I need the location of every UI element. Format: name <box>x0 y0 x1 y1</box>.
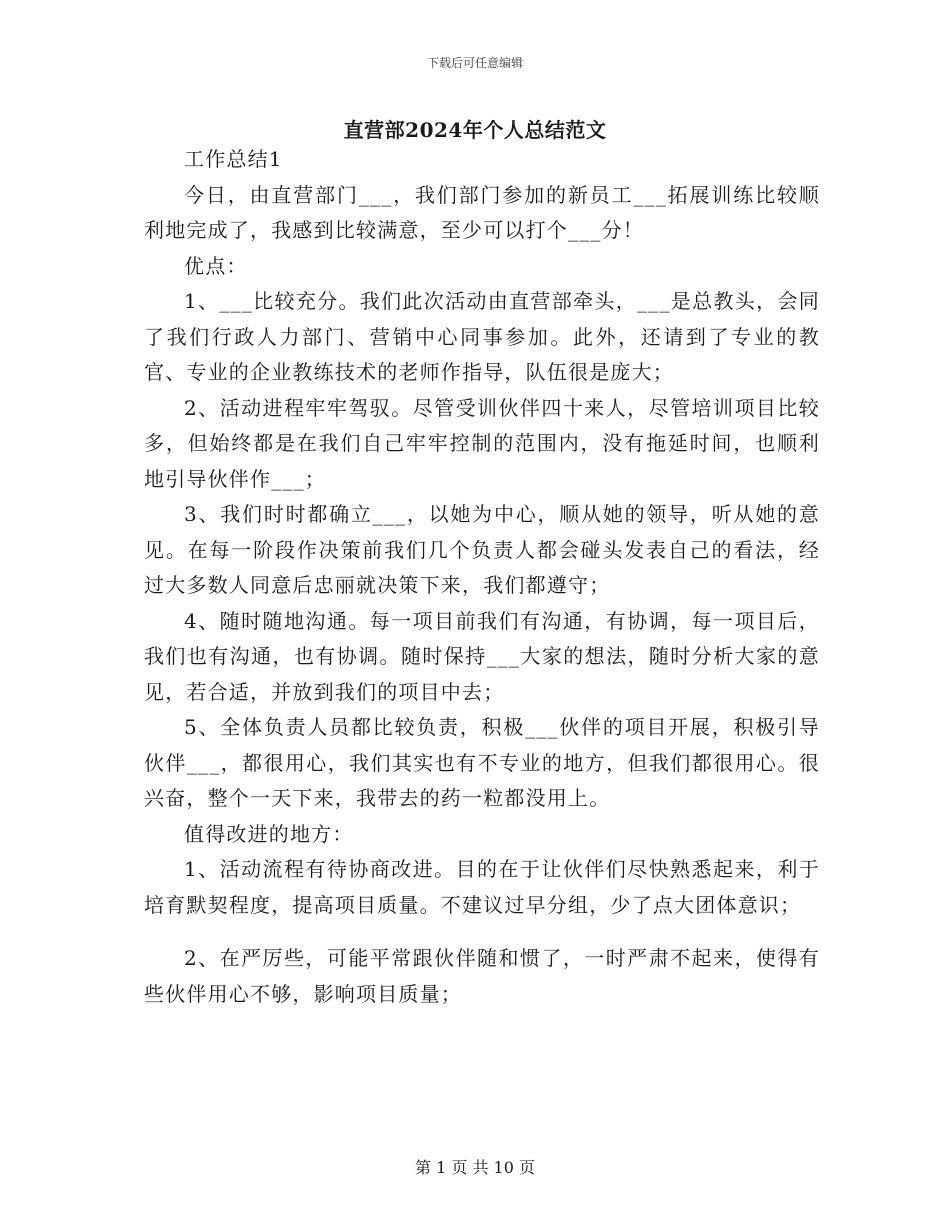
paragraph: 2、活动进程牢牢驾驭。尽管受训伙伴四十来人，尽管培训项目比较多，但始终都是在我们自己牢牢控制的范围内，没有拖延时间，也顺利地引导伙伴作___； <box>144 395 820 491</box>
page-number: 第 1 页 共 10 页 <box>415 1158 535 1177</box>
paragraph: 5、全体负责人员都比较负责，积极___伙伴的项目开展，积极引导伙伴___，都很用心，我们其实也有不专业的地方，但我们都很用心。很兴奋，整个一天下来，我带去的药一粒都没用上。 <box>144 715 820 810</box>
paragraph: 1、___比较充分。我们此次活动由直营部牵头，___是总教头，会同了我们行政人力部门、营销中心同事参加。此外，还请到了专业的教官、专业的企业教练技术的老师作指导，队伍很是庞大； <box>144 289 820 384</box>
paragraph: 4、随时随地沟通。每一项目前我们有沟通，有协调，每一项目后，我们也有沟通，也有协调。随时保持___大家的想法，随时分析大家的意见，若合适，并放到我们的项目中去； <box>144 608 820 704</box>
paragraph: 2、在严厉些，可能平常跟伙伴随和惯了，一时严肃不起来，使得有些伙伴用心不够，影响项目质量； <box>144 946 820 1006</box>
document-body <box>144 142 820 1012</box>
document-title: 直营部2024年个人总结范文 <box>343 118 607 142</box>
subheading-improvements: 值得改进的地方： <box>184 821 354 846</box>
subheading-advantages: 优点： <box>184 253 248 278</box>
section-heading: 工作总结1 <box>184 147 283 171</box>
paragraph: 1、活动流程有待协商改进。目的在于让伙伴们尽快熟悉起来，利于培育默契程度，提高项目质量。不建议过早分组，少了点大团体意识； <box>144 857 820 917</box>
paragraph: 今日，由直营部门___，我们部门参加的新员工___拓展训练比较顺利地完成了，我感到比较满意，至少可以打个___分！ <box>144 182 820 242</box>
paragraph: 3、我们时时都确立___，以她为中心，顺从她的领导，听从她的意见。在每一阶段作决策前我们几个负责人都会碰头发表自己的看法，经过大多数人同意后忠丽就决策下来，我们都遵守； <box>144 502 820 597</box>
page-header: 下载后可任意编辑 <box>426 56 523 70</box>
